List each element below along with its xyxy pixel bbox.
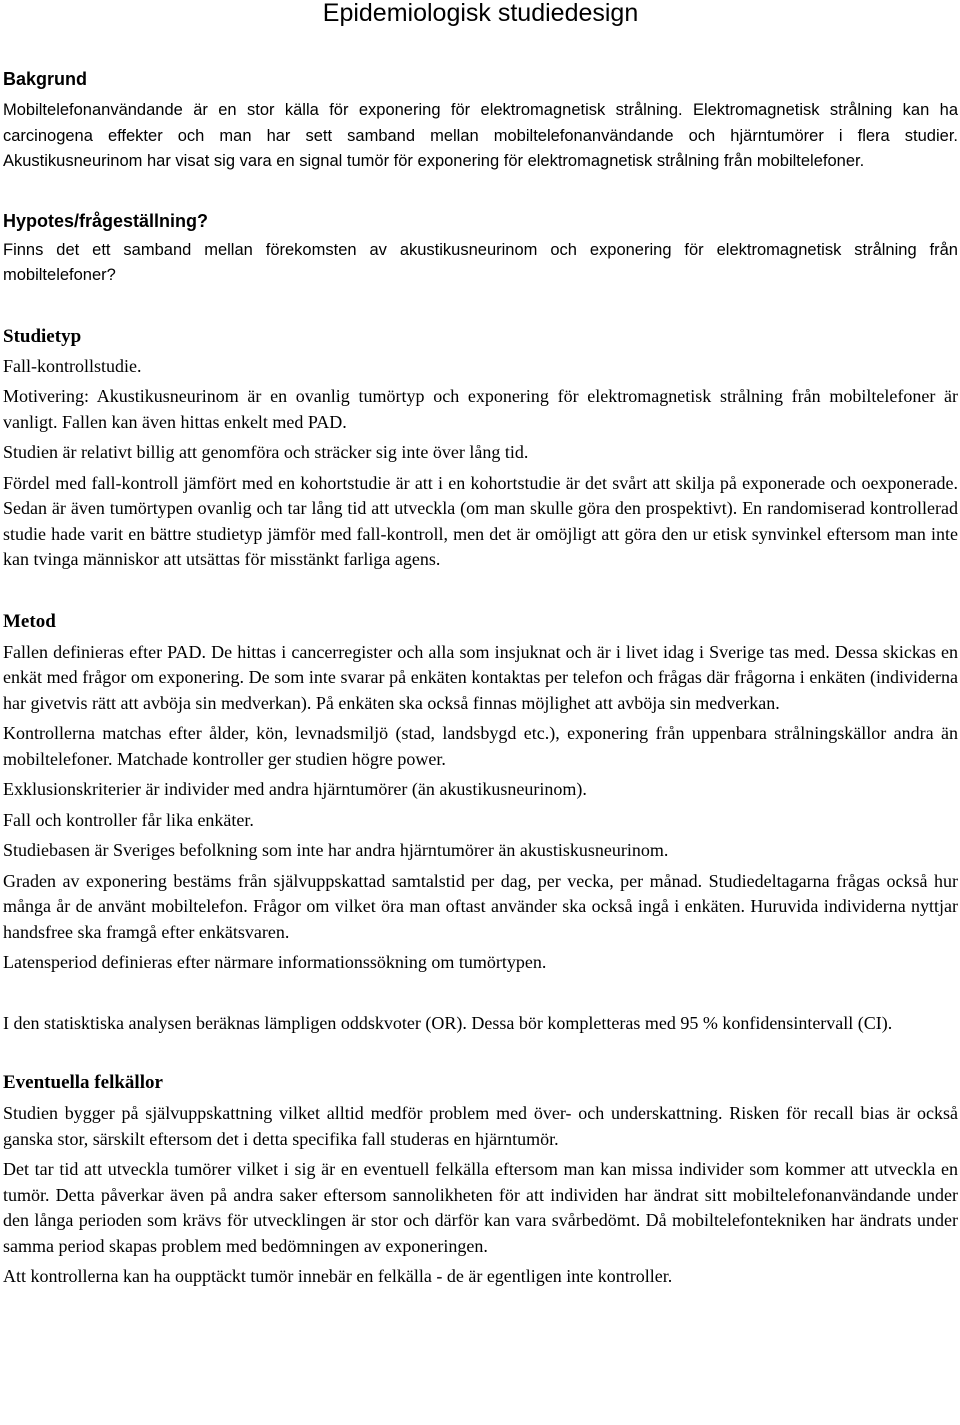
section-bakgrund — [3, 68, 958, 175]
paragraph: Finns det ett samband mellan förekomsten av akustikusneurinom och exponering för elektromagnetisk strålning från mobiltelefoner? — [3, 240, 958, 284]
paragraph: Fall-kontrollstudie. — [3, 355, 142, 376]
paragraph: Motivering: Akustikusneurinom är en ovanlig tumörtyp och exponering för elektromagnetisk strålning från mobiltelefoner är vanligt. Fallen kan även hittas enkelt med PAD. — [3, 386, 958, 432]
paragraph: I den statisktiska analysen beräknas lämpligen oddskvoter (OR). Dessa bör kompletteras med 95 % konfidensintervall (CI). — [3, 1012, 893, 1033]
paragraph: Fördel med fall-kontroll jämfört med en kohortstudie är att i en kohortstudie är det svårt att skilja på exponerade och oexponerade. Sedan är även tumörtypen ovanlig och tar lång tid att utveckla (om man skulle göra den prospektivt). En randomiserad kontrollerad studie hade varit en bättre studietyp jämför med fall-kontroll, men det är omöjligt att göra den ur etisk synvinkel eftersom man inte kan tvinga människor att utsättas för misstänkt farliga agens. — [3, 472, 958, 569]
section-hypotes — [3, 210, 958, 289]
section-heading-metod: Metod — [3, 610, 56, 632]
paragraph: Studien bygger på självuppskattning vilket alltid medför problem med över- och underskattning. Risken för recall bias är också ganska stor, särskilt eftersom det i detta specifika fall studeras en hjärntumör. — [3, 1103, 958, 1149]
paragraph: Fallen definieras efter PAD. De hittas i cancerregister och alla som insjuknat och är i livet idag i Sverige tas med. Dessa skickas en enkät med frågor om exponering. De som inte svarar på enkäten kontaktas per telefon och frågas där frågorna i enkäten (individerna har givetvis rätt att avböja sin medverkan). På enkäten ska också finnas möjlighet att avböja sin medverkan. — [3, 641, 958, 713]
section-heading-studietyp: Studietyp — [3, 325, 82, 347]
section-heading-bakgrund: Bakgrund — [3, 69, 88, 89]
paragraph: Latensperiod definieras efter närmare informationssökning om tumörtypen. — [3, 952, 547, 972]
paragraph: Kontrollerna matchas efter ålder, kön, levnadsmiljö (stad, landsbygd etc.), exponering från uppenbara strålningskällor andra än mobiltelefoner. Matchade kontroller ger studien högre power. — [3, 723, 958, 769]
paragraph: Studien är relativt billig att genomföra och sträcker sig inte över lång tid. — [3, 442, 529, 462]
paragraph: Exklusionskriterier är individer med andra hjärntumörer (än akustikusneurinom). — [3, 779, 587, 799]
document — [3, 0, 958, 1290]
section-heading-felkallor: Eventuella felkällor — [3, 1072, 163, 1093]
section-felkallor — [3, 1072, 958, 1290]
paragraph: Graden av exponering bestäms från självuppskattad samtalstid per dag, per vecka, per månad. Studiedeltagarna frågas också hur många år de använt mobiltelefon. Frågor om vilket öra man oftast använder ska också ingå i enkäten. Huruvida individerna nyttjar handsfree ska framgå efter enkätsvaren. — [3, 870, 958, 942]
section-studietyp — [3, 326, 958, 573]
paragraph: Studiebasen är Sveriges befolkning som inte har andra hjärntumörer än akustiskusneurinom. — [3, 840, 669, 860]
section-metod — [3, 611, 958, 1037]
paragraph: Mobiltelefonanvändande är en stor källa för exponering för elektromagnetisk strålning. Elektromagnetisk strålning kan ha carcinogena effekter och man har sett samband mellan mobiltelefonanvändande och hjärntumörer i flera studier. Akustikusneurinom har visat sig vara en signal tumör för exponering för elektromagnetisk strålning från mobiltelefoner. — [3, 101, 958, 170]
paragraph: Fall och kontroller får lika enkäter. — [3, 809, 254, 830]
section-heading-hypotes: Hypotes/frågeställning? — [3, 210, 209, 231]
paragraph: Det tar tid att utveckla tumörer vilket i sig är en eventuell felkälla eftersom man kan missa individer som kommer att utveckla en tumör. Detta påverkar även på andra saker eftersom sannolikheten för att individen har ändrat sitt mobiltelefonanvändande under den långa perioden som krävs för utvecklingen är stor och därför kan vara svårbedömt. Då mobiltelefontekniken har ändrats under samma period skapas problem med bedömningen av exponeringen. — [3, 1159, 958, 1256]
document-title: Epidemiologisk studiedesign — [322, 0, 639, 27]
paragraph: Att kontrollerna kan ha oupptäckt tumör innebär en felkälla - de är egentligen inte kontroller. — [3, 1266, 673, 1286]
